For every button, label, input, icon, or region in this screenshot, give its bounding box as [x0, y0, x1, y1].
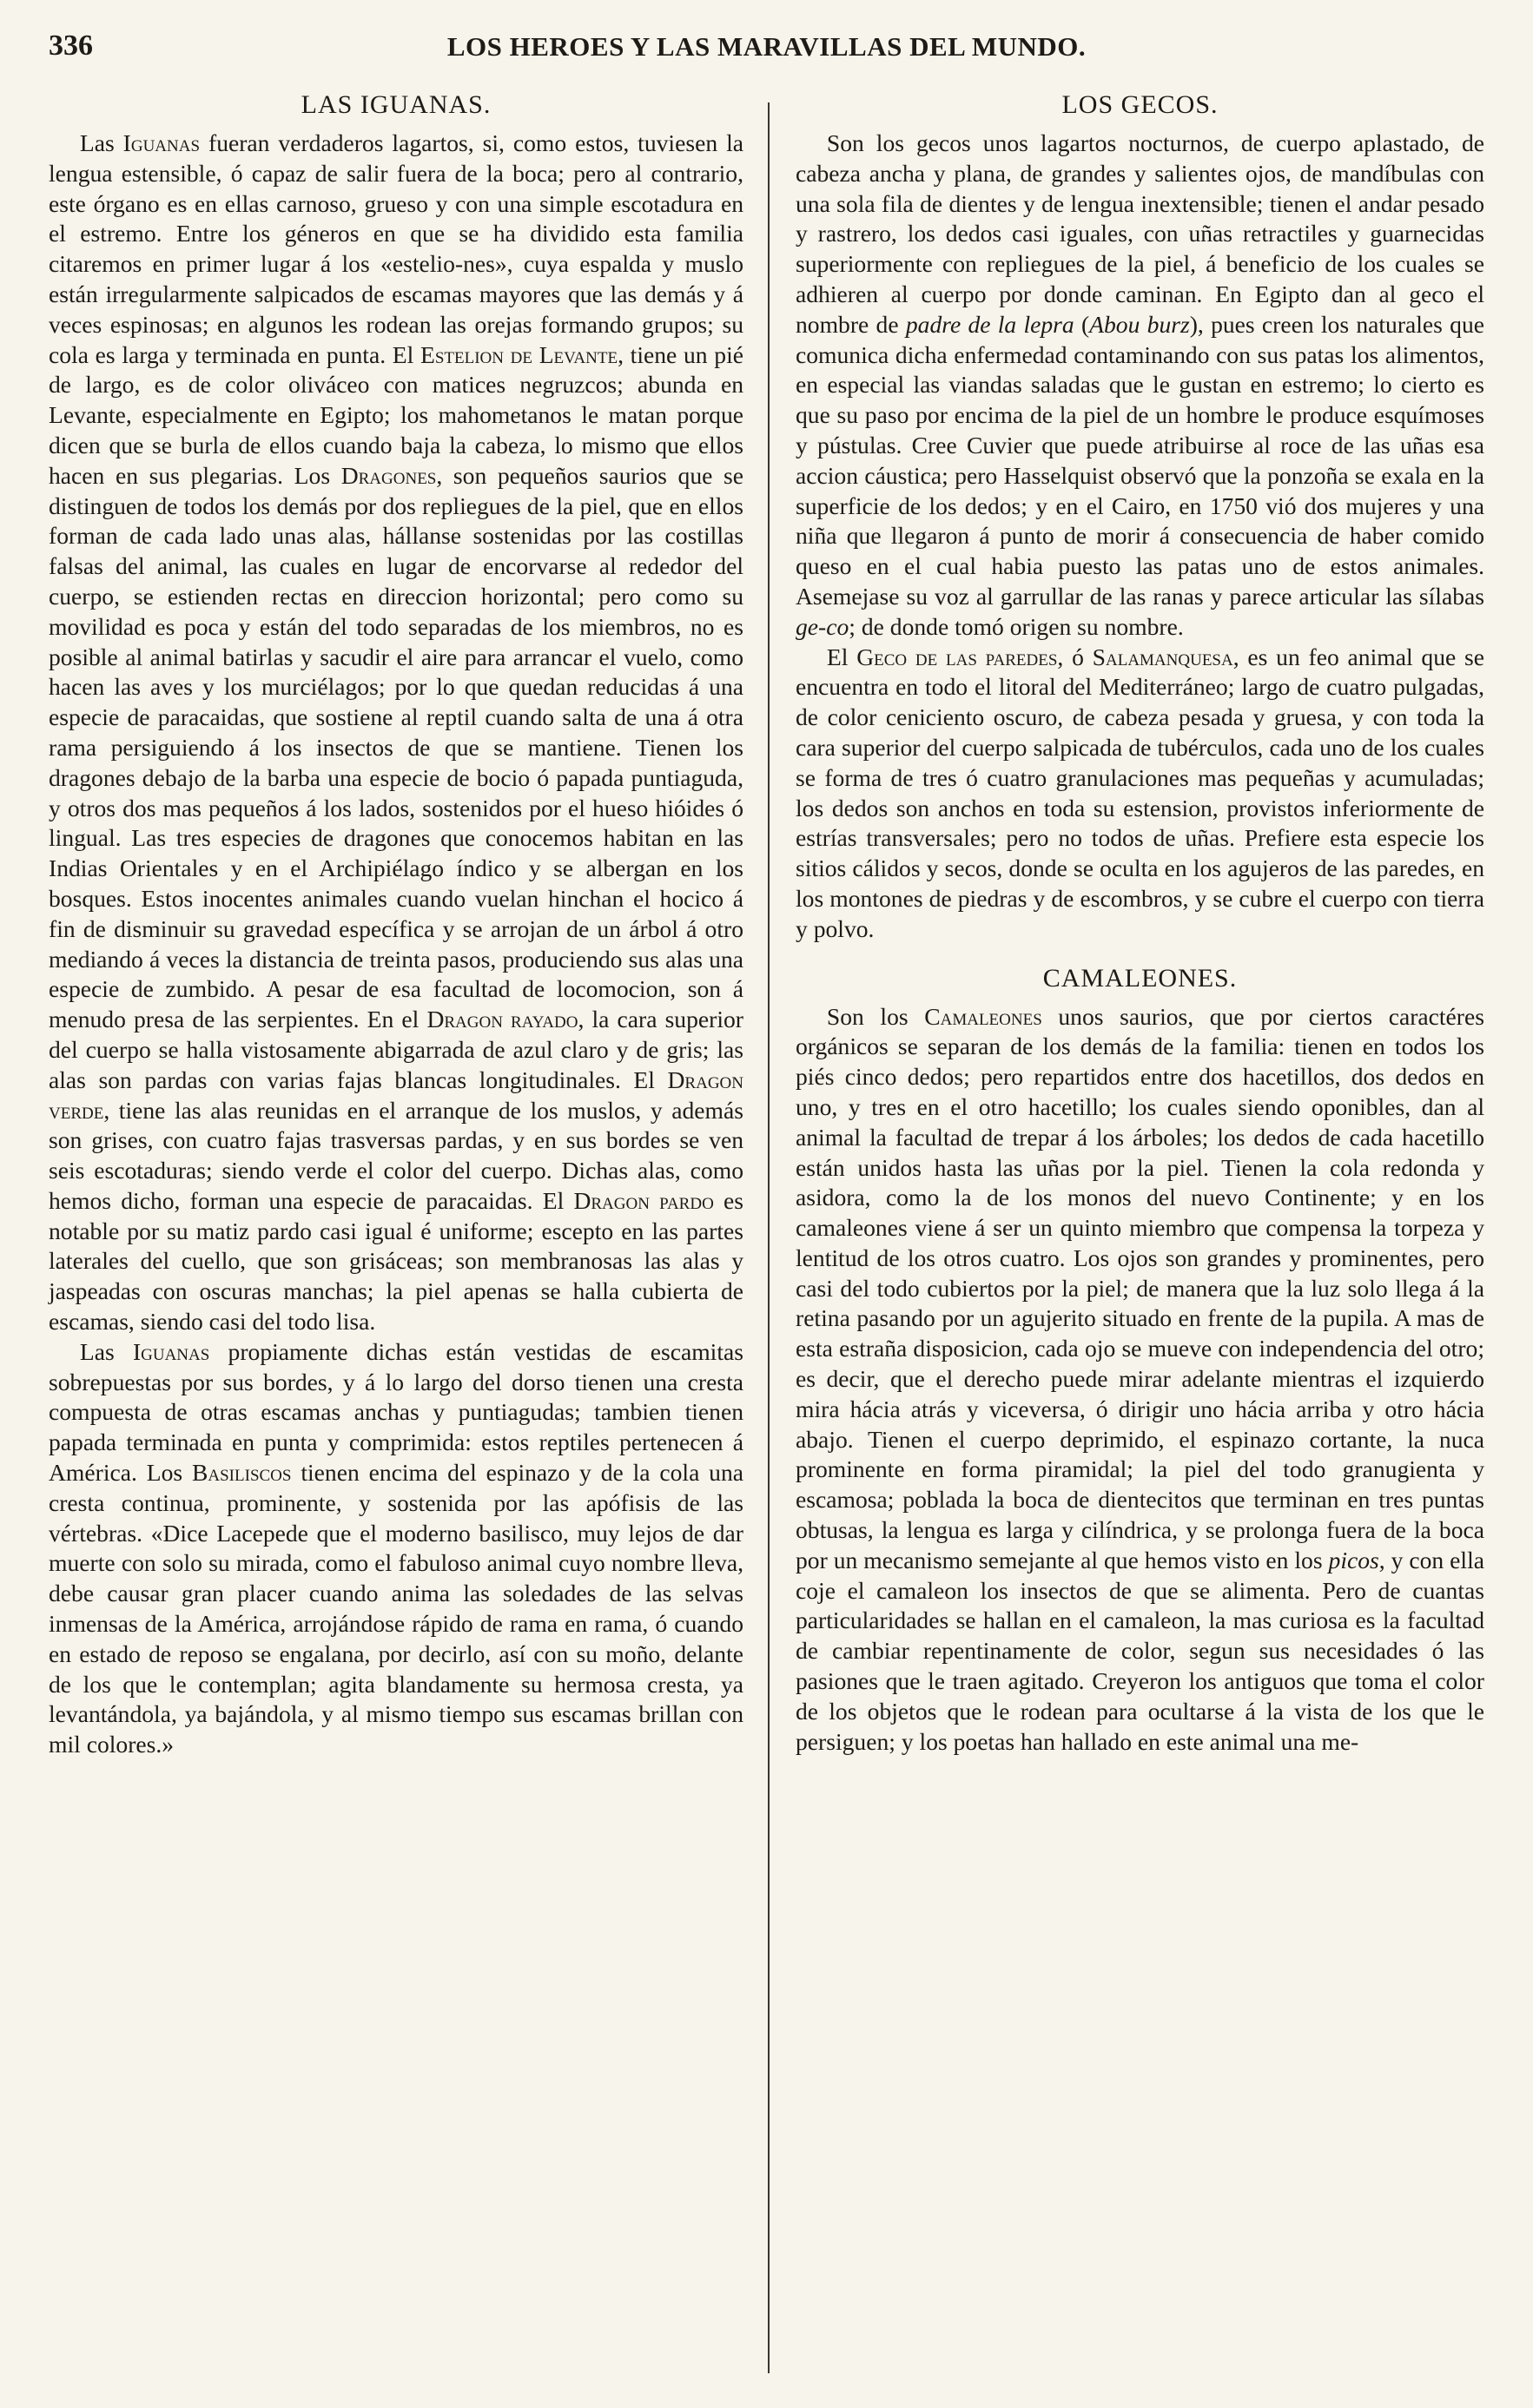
section-title-camaleones: CAMALEONES. — [1042, 963, 1238, 993]
text-run: , es un feo animal que se encuentra en todo el litoral del Mediterráneo; largo de cuatro pulgadas, de color ceniciento oscuro, de cabeza pesada y gruesa, y con toda la cara superior del cuerpo salpicada de tubérculos, cada uno de los cuales se forma de tres ó cuatro granulaciones mas pequeñas y acumuladas; los dedos son anchos en toda su estension, provistos inferiormente de estrías transversales; pero no todos de uñas. Prefiere esta especie los sitios cálidos y secos, donde se oculta en los agujeros de las paredes, en los montones de piedras y de escombros, y se cubre el cuerpo con tierra y polvo. — [796, 643, 1485, 942]
left-column — [49, 90, 743, 1760]
text-run: , ó — [1057, 643, 1093, 670]
small-caps-term: Camaleones — [924, 1002, 1042, 1030]
text-run: propiamente dichas están vestidas de escamitas sobrepuestas por sus bordes, y á lo largo del dorso tienen una cresta compuesta de otras escamas anchas y puntiagudas; tambien tienen papada terminada en punta y comprimida: estos reptiles pertenecen á América. Los — [49, 1337, 743, 1487]
text-run: Las — [79, 1337, 133, 1365]
page-number: 336 — [49, 30, 93, 62]
text-run: , tiene un pié de largo, es de color oliváceo con matices negruzcos; abunda en Levante, especialmente en Egipto; los mahometanos le matan porque dicen que se burla de ellos cuando baja la cabeza, lo mismo que ellos hacen en sus plegarias. Los — [49, 340, 743, 489]
section-title-iguanas: LAS IGUANAS. — [301, 90, 492, 119]
small-caps-term: Iguanas — [122, 129, 201, 156]
text-run: ), pues creen los naturales que comunica dicha enfermedad contaminando con sus patas los alimentos, en especial las viandas saladas que le gustan en estremo; lo cierto es que su paso por encima de la piel de un hombre le produce esquímoses y pústulas. Cree Cuvier que puede atribuirse al roce de las uñas esa accion cáustica; pero Hasselquist observó que la ponzoña se exala en la superficie de los dedos; y en el Cairo, en 1750 vió dos mujeres y una niña que llegaron á punto de morir á consecuencia de haber comido queso en el cual habia puesto las patas uno de estos animales. Asemejase su voz al garrullar de las ranas y parece articular las sílabas — [796, 310, 1485, 610]
text-run: , son pequeños saurios que se distinguen de todos los demás por dos repliegues de la piel, que en ellos forman de cada lado unas alas, hállanse sostenidas por las costillas falsas del animal, las cuales en lugar de encorvarse al rededor del cuerpo, se estienden rectas en direccion horizontal; pero como su movilidad es poca y están del todo separadas de los miembros, no es posible al animal batirlas y sacudir el aire para arrancar el vuelo, como hacen las aves y los murciélagos; por lo que quedan reducidas á una especie de paracaidas, que sostiene al reptil cuando salta de una á otra rama persiguiendo á los insectos de que se mantiene. Tienen los dragones debajo de la barba una especie de bocio ó papada puntiaguda, y otros dos mas pequeños á los lados, sostenidos por el hueso hióides ó lingual. Las tres especies de dragones que conocemos habitan en las Indias Orientales y en el Archipiélago índico y se albergan en los bosques. Estos inocentes animales cuando vuelan hinchan el hocico á fin de disminuir su gravedad específica y se arrojan de un árbol á otro mediando á veces la distancia de treinta pasos, produciendo sus alas una especie de zumbido. A pesar de esa facultad de locomocion, son á menudo presa de las serpientes. En el — [49, 461, 743, 1033]
text-run: , tiene las alas reunidas en el arranque de los muslos, y además son grises, con cuatro fajas trasversas pardas, y en sus bordes se ven seis escotaduras; siendo verde el color del cuerpo. Dichas alas, como hemos dicho, forman una especie de paracaidas. El — [49, 1096, 743, 1214]
small-caps-term: Salamanquesa — [1092, 643, 1233, 670]
text-run: unos saurios, que por ciertos caractéres orgánicos se separan de los demás de la familia: tienen en todos los piés cinco dedos; pero repartidos entre dos hacetillos, dos dedos en uno, y tres en el otro hacetillo; los cuales siendo oponibles, dan al animal la facultad de trepar á los árboles; los dedos de cada hacetillo están unidos hasta las uñas por la piel. Tienen la cola redonda y asidora, como la de los monos del nuevo Continente; y en los camaleones viene á ser un quinto miembro que compensa la torpeza y lentitud de los otros cuatro. Los ojos son grandes y prominentes, pero casi del todo cubiertos por la piel; de manera que la luz solo llega á la retina pasando por un agujerito situado en frente de la pupila. A mas de esta estraña disposicion, cada ojo se mueve con independencia del otro; es decir, que el derecho puede mirar adelante mientras el izquierdo mira hácia atrás y viceversa, ó dirigir uno hácia arriba y otro hácia abajo. Tienen el cuerpo deprimido, el espinazo cortante, la nuca prominente en forma piramidal; la piel del todo granugienta y escamosa; poblada la boca de dientecitos que terminan en tres puntas obtusas, la lengua es larga y cilíndrica, y se prolonga fuera de la boca por un mecanismo semejante al que hemos visto en los — [796, 1002, 1484, 1573]
section-title-gecos: LOS GECOS. — [1061, 90, 1219, 119]
text-run: Son los gecos unos lagartos nocturnos, de cuerpo aplastado, de cabeza ancha y plana, de grandes y salientes ojos, de mandíbulas con una sola fila de dientes y de lengua inextensible; tienen el andar pesado y rastrero, los dedos casi iguales, con uñas retractiles y guarnecidas superiormente con repliegues de la piel, á beneficio de los cuales se adhieren al cuerpo por donde caminan. En Egipto dan al geco el nombre de — [796, 129, 1484, 338]
paragraph — [49, 1337, 743, 1760]
small-caps-term: Geco de las paredes — [856, 643, 1058, 670]
paragraph — [49, 129, 743, 1337]
text-run: ; de donde tomó origen su nombre. — [849, 612, 1184, 640]
text-run: Son los — [826, 1002, 925, 1030]
text-run: Las — [79, 129, 123, 156]
small-caps-term: Iguanas — [132, 1337, 210, 1365]
text-run: tienen encima del espinazo y de la cola una cresta continua, prominente, y sostenida por las apófisis de las vértebras. «Dice Lacepede que el moderno basilisco, muy lejos de dar muerte con solo su mirada, como el fabuloso animal cuyo nombre lleva, debe causar gran placer cuando anima las soledades de las selvas inmensas de la América, arrojándose rápido de rama en rama, ó cuando en estado de reposo se engalana, por decirlo, así con su moño, delante de los que le contemplan; agita blandamente su hermosa cresta, ya levantándola, ya bajándola, y al mismo tiempo sus escamas brillan con mil colores.» — [49, 1459, 744, 1758]
right-column — [796, 90, 1484, 1757]
paragraph — [796, 1002, 1484, 1758]
small-caps-term: Dragon rayado — [426, 1006, 578, 1033]
small-caps-term: Dragon verde — [49, 1065, 743, 1124]
paragraph — [796, 643, 1484, 945]
small-caps-term: Dragones — [340, 461, 437, 489]
italic-term: ge-co — [796, 612, 849, 640]
small-caps-term: Estelion de Levante — [420, 340, 618, 368]
small-caps-term: Dragon pardo — [573, 1186, 714, 1214]
text-run: El — [826, 643, 857, 670]
running-title: LOS HEROES Y LAS MARAVILLAS DEL MUNDO. — [446, 31, 1087, 62]
text-run: , y con ella coje el camaleon los insectos de que se alimenta. Pero de cuantas particularidades se hallan en el camaleon, la mas curiosa es la facultad de cambiar repentinamente de color, segun sus necesidades ó las pasiones que le traen agitado. Creyeron los antiguos que toma el color de los objetos que le rodean para ocultarse á la vista de los que le persiguen; y los poetas han hallado en este animal una me- — [796, 1546, 1485, 1755]
italic-term: padre de la lepra — [905, 310, 1074, 338]
paragraph — [796, 129, 1484, 643]
column-divider — [768, 102, 770, 2373]
text-run: , la cara superior del cuerpo se halla vistosamente abigarrada de azul claro y de gris; las alas son pardas con varias fajas blancas longitudinales. El — [49, 1006, 743, 1093]
small-caps-term: Basiliscos — [191, 1459, 292, 1487]
italic-term: Abou burz — [1089, 310, 1190, 338]
text-run: es notable por su matiz pardo casi igual é uniforme; escepto en las partes laterales del cuello, que son grisáceas; son membranosas las alas y jaspeadas con oscuras manchas; la piel apenas se halla cubierta de escamas, siendo casi del todo lisa. — [49, 1186, 743, 1336]
page-header — [49, 30, 1484, 78]
text-run: ( — [1074, 310, 1090, 338]
text-run: fueran verdaderos lagartos, si, como estos, tuviesen la lengua estensible, ó capaz de salir fuera de la boca; pero al contrario, este órgano es en ellas carnoso, grueso y con una simple escotadura en el estremo. Entre los géneros en que se ha dividido esta familia citaremos en primer lugar á los «estelio-nes», cuya espalda y muslo están irregularmente salpicados de escamas mayores que las demás y á veces espinosas; en algunos les rodean las orejas formando grupos; su cola es larga y terminada en punta. El — [49, 129, 743, 368]
italic-term: picos — [1328, 1546, 1379, 1573]
